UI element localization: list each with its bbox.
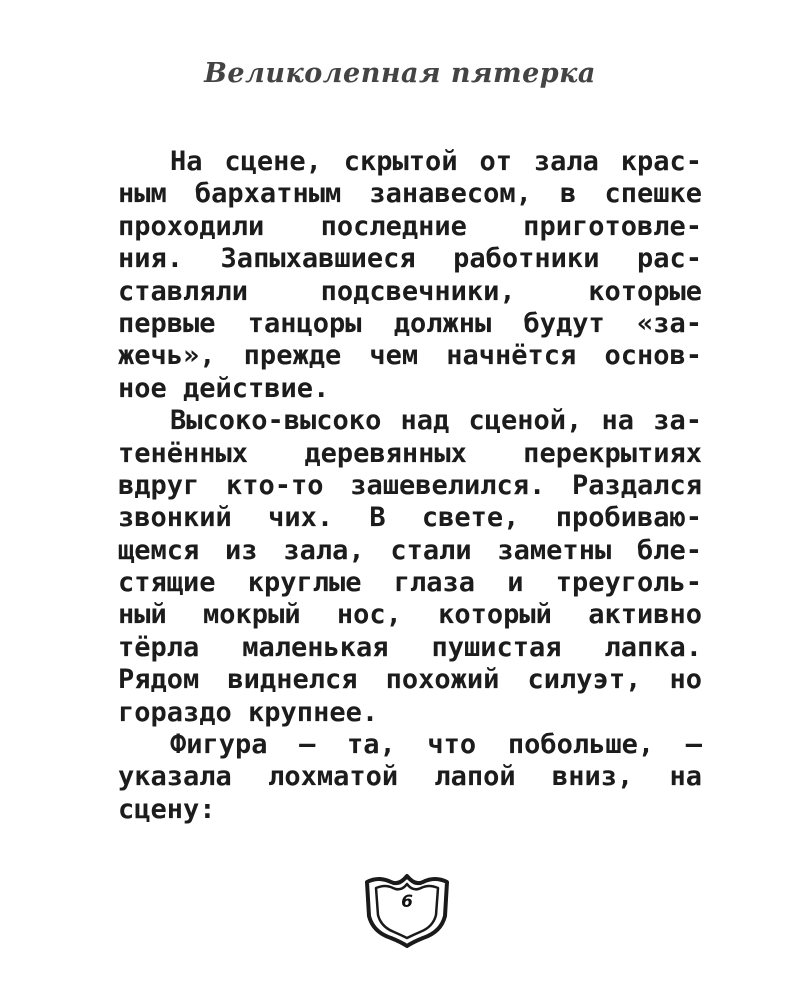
text-line: звонкий чих. В свете, пробиваю- (118, 502, 702, 534)
page-number-badge (363, 872, 451, 948)
text-line: щемся из зала, стали заметны бле- (118, 534, 702, 566)
text-line: На сцене, скрытой от зала крас- (170, 146, 702, 177)
text-line: тёрла маленькая пушистая лапка. (118, 631, 702, 663)
text-line: ным бархатным занавесом, в спешке (118, 178, 702, 210)
text-line: ставляли подсвечники, которые (118, 275, 702, 307)
text-line: сцену: (118, 793, 216, 825)
running-header-title: Великолепная пятерка (204, 58, 596, 89)
text-line: вдруг кто-то зашевелился. Раздался (118, 469, 702, 501)
text-line: стящие круглые глаза и треуголь- (118, 567, 702, 599)
text-line: Фигура — та, что побольше, — (170, 729, 702, 761)
text-line: указала лохматой лапой вниз, на (118, 761, 702, 793)
text-line: ный мокрый нос, который активно (118, 599, 702, 631)
text-line: ное действие. (118, 372, 330, 404)
text-line: проходили последние приготовле- (118, 210, 702, 242)
text-line: Высоко-высоко над сценой, на за- (170, 405, 702, 437)
text-line: жечь», прежде чем начнётся основ- (118, 340, 702, 372)
text-line: тенённых деревянных перекрытиях (118, 437, 702, 469)
body-text (118, 146, 702, 826)
text-line: первые танцоры должны будут «за- (118, 307, 702, 339)
text-line: гораздо крупнее. (118, 696, 379, 728)
text-line: Рядом виднелся похожий силуэт, но (118, 664, 702, 696)
text-line: ния. Запыхавшиеся работники рас- (118, 243, 702, 275)
page-number: 6 (401, 892, 413, 912)
